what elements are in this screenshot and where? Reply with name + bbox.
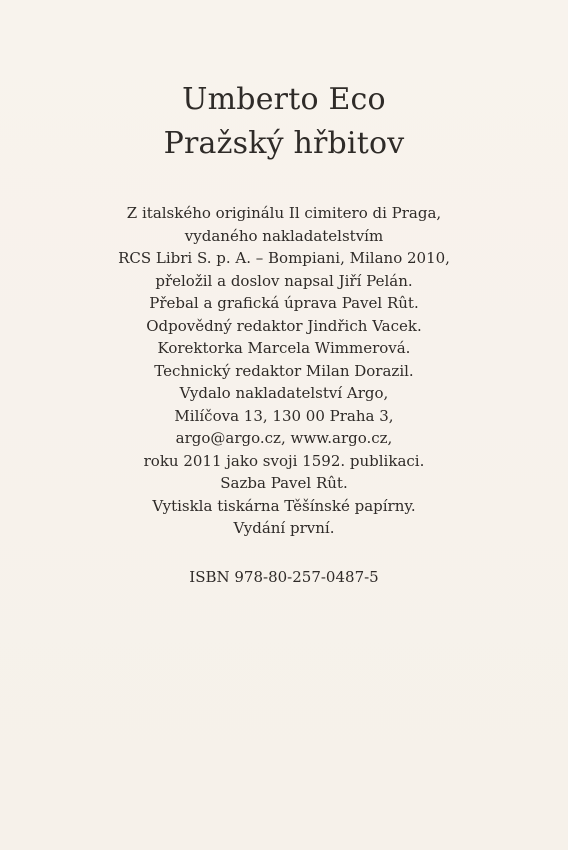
credit-line-technical-editor: Technický redaktor Milan Dorazil. — [154, 361, 414, 380]
credit-line-printer: Vytiskla tiskárna Těšínské papírny. — [152, 496, 416, 515]
credit-line-publisher-intro: vydaného nakladatelstvím — [184, 226, 384, 245]
credit-line-publisher-address: Milíčova 13, 130 00 Praha 3, — [174, 406, 394, 425]
credit-line-original-title: Z italského originálu Il cimitero di Praga, — [126, 204, 442, 222]
credit-line-publication-year: roku 2011 jako svoji 1592. publikaci. — [143, 451, 425, 470]
isbn-number: ISBN 978-80-257-0487-5 — [189, 568, 379, 586]
credit-line-translator: přeložil a doslov napsal Jiří Pelán. — [155, 271, 413, 290]
credit-line-proofreader: Korektorka Marcela Wimmerová. — [157, 339, 411, 357]
credit-line-original-publisher: RCS Libri S. p. A. – Bompiani, Milano 2010, — [118, 249, 450, 267]
credit-line-responsible-editor: Odpovědný redaktor Jindřich Vacek. — [146, 316, 422, 335]
credit-line-typesetting: Sazba Pavel Rût. — [220, 474, 348, 492]
credit-line-cover-design: Přebal a grafická úprava Pavel Rût. — [149, 294, 419, 312]
credit-line-edition: Vydání první. — [233, 519, 335, 537]
publication-credits — [0, 202, 568, 540]
book-title: Pražský hřbitov — [163, 126, 405, 161]
credit-line-contact: argo@argo.cz, www.argo.cz, — [175, 429, 393, 447]
author-name: Umberto Eco — [182, 82, 386, 117]
credit-line-publisher: Vydalo nakladatelství Argo, — [179, 384, 389, 402]
